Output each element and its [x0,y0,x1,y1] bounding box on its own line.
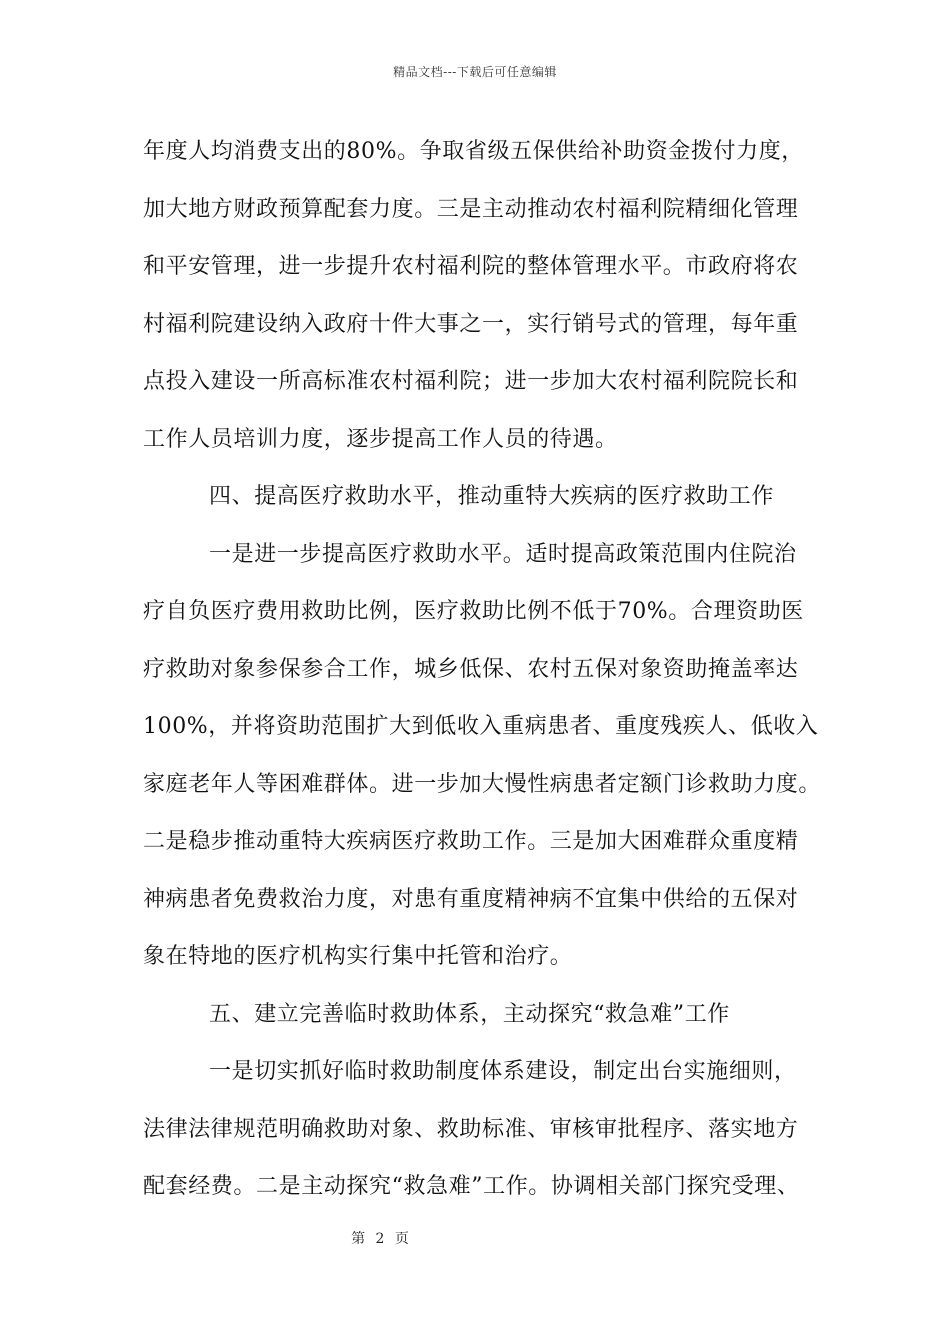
paragraph-line: 工作人员培训力度，逐步提高工作人员的待遇。 [143,426,618,452]
paragraph-line: 和平安管理，进一步提升农村福利院的整体管理水平。市政府将农 [143,254,799,279]
document-body [143,128,823,1221]
paragraph-line: 神病患者免费救治力度，对患有重度精神病不宜集中供给的五保对 [143,886,799,912]
section-heading-5: 五、建立完善临时救助体系，主动探究“救急难”工作 [209,1001,730,1027]
page-footer [0,1228,760,1248]
paragraph-line: 一是进一步提高医疗救助水平。适时提高政策范围内住院治 [209,541,797,567]
paragraph-line: 100%，并将资助范围扩大到低收入重病患者、重度残疾人、低收入 [143,714,819,739]
paragraph-line: 象在特地的医疗机构实行集中托管和治疗。 [143,944,573,969]
page-suffix: 页 [394,1231,409,1247]
paragraph-line: 点投入建设一所高标准农村福利院；进一步加大农村福利院院长和 [143,369,799,394]
paragraph-line: 村福利院建设纳入政府十件大事之一，实行销号式的管理，每年重 [143,311,799,337]
paragraph-line: 二是稳步推动重特大疾病医疗救助工作。三是加大困难群众重度精 [143,829,799,854]
header-text: 精品文档---下载后可任意编辑 [393,65,557,79]
paragraph-line: 配套经费。二是主动探究“救急难”工作。协调相关部门探究受理、 [143,1174,800,1199]
paragraph-line: 疗救助对象参保参合工作，城乡低保、农村五保对象资助掩盖率达 [143,656,799,682]
paragraph-line: 法律法律规范明确救助对象、救助标准、审核审批程序、落实地方 [143,1116,799,1142]
page-header [0,63,950,80]
paragraph-line: 加大地方财政预算配套力度。三是主动推动农村福利院精细化管理 [143,196,799,222]
paragraph-line: 疗自负医疗费用救助比例，医疗救助比例不低于70%。合理资助医 [143,599,804,624]
paragraph-line: 一是切实抓好临时救助制度体系建设，制定出台实施细则， [209,1059,797,1084]
paragraph-line: 家庭老年人等困难群体。进一步加大慢性病患者定额门诊救助力度。 [143,771,822,797]
page-prefix: 第 [351,1231,366,1247]
page-number: 2 [375,1231,385,1247]
section-heading-4: 四、提高医疗救助水平，推动重特大疾病的医疗救助工作 [209,484,775,509]
paragraph-line: 年度人均消费支出的80%。争取省级五保供给补助资金拨付力度， [143,139,804,164]
